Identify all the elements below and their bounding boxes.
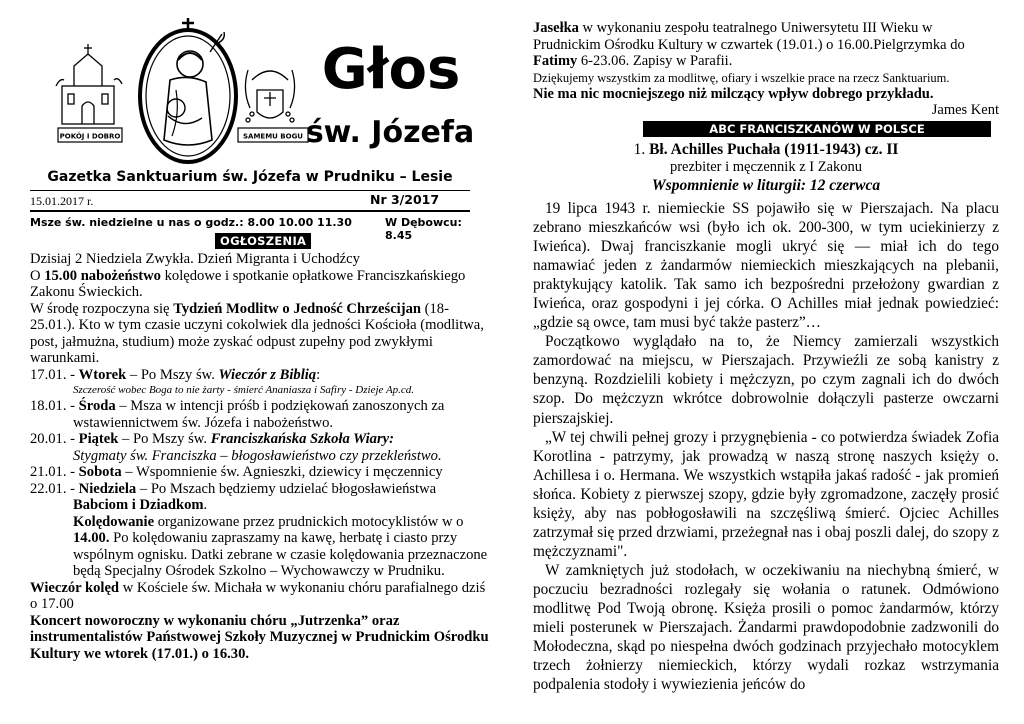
article-liturgy: Wspomnienie w liturgii: 12 czerwca <box>651 177 881 194</box>
masthead-title: Głos <box>321 37 461 102</box>
schedule-item: 17.01. - Wtorek – Po Mszy św. Wieczór z Biblią: <box>30 366 321 383</box>
article-paragraph: „W tej chwili pełnej grozy i przygnębienia - co potwierdza świadek Zofia Korotlina - patrzymy, jak prowadzą w naszą stronę naszych księży o. Achillesa i o. Hermana. We wszystkich wstąpiła jakaś radość - jak promień słońca. Kobiety z pierwszej szopy, gdzie były zgromadzone, zaczęły prosić księży, aby nas pobłogosławili na szczęśliwą śmierć. Ojciec Achilles zatrzymał się przed drzwiami, przeżegnał nas i obaj poszli dalej, do szopy z mężczyznami". <box>533 428 999 560</box>
quote: Nie ma nic mocniejszego niż milczący wpływ dobrego przykładu. <box>533 85 934 102</box>
carol-event: Kolędowanie organizowane przez prudnickich motocyklistów w o 14.00. Po kolędowaniu zapraszamy na kawę, herbatę i ciasto przy wspólnym ognisku. Datki zebrane w czasie kolędowania przeznaczone będą Specjalny Ośrodek Szkolno – Wychowawczy w Prudniku. <box>73 513 488 579</box>
mass-times: Msze św. niedzielne u nas o godz.: 8.00 10.00 11.30 <box>30 216 352 229</box>
announcement-item: W środę rozpoczyna się Tydzień Modlitw o Jedność Chrześcijan (18-25.01.). Kto w tym czasie uczyni cokolwiek dla jedności Kościoła (modlitwa, post, jałmużna, studium) może zyskać odpust zupełny pod zwykłymi warunkami. <box>30 300 484 366</box>
masthead-title-second: św. Józefa <box>305 115 475 150</box>
announcement-item: O 15.00 nabożeństwo kolędowe i spotkanie opłatkowe Franciszkańskiego Zakonu Świeckich. <box>30 267 466 300</box>
schedule-item: 20.01. - Piątek – Po Mszy św. Franciszkańska Szkoła Wiary: <box>30 431 394 447</box>
concert-announcement: Koncert noworoczny w wykonaniu chóru „Jutrzenka” oraz instrumentalistów Państwowej Szkoły Muzycznej w Prudnickim Ośrodku Kultury we wtorek (17.01.) o 16.30. <box>30 612 489 662</box>
right-column <box>533 20 999 710</box>
sanctuary-emblem <box>52 18 324 166</box>
article-subtitle: prezbiter i męczennik z I Zakonu <box>669 159 863 175</box>
announcements-body <box>30 251 492 662</box>
thanks-note: Dziękujemy wszystkim za modlitwę, ofiary i wszelkie prace na rzecz Sanktuarium. <box>533 70 950 85</box>
schedule-quote: Szczerość wobec Boga to nie żarty - śmierć Ananiasza i Safiry - Dzieje Ap.cd. <box>73 384 415 396</box>
article-paragraph: 19 lipca 1943 r. niemieckie SS pojawiło się w Pierszajach. Na placu zebrano mieszkańców wsi (było ich ok. 200-300, w tym uciekinierzy z Iwieńca). Dwaj franciszkanie mogli ukryć się — miał ich do tego namawiać jeden z żandarmów niemieckich mieszkających na plebanii, praktykujący katolik. Tak samo ich bezpośredni przełożony gwardian z Iwieńca, oraz gospodyni i jej córka. O Achilles miał jednak powiedzieć: „gdzie są owce, tam musi być także pasterz”… <box>533 200 999 332</box>
coat-of-arms <box>245 70 294 122</box>
abc-header: ABC FRANCISZKANÓW W POLSCE <box>643 121 991 137</box>
article-body <box>533 199 999 694</box>
divider-thick <box>30 210 470 212</box>
quote-author: James Kent <box>931 102 999 118</box>
schedule-item: 21.01. - Sobota – Wspomnienie św. Agnieszki, dziewicy i męczennicy <box>30 464 443 480</box>
debowiec-mass-time: W Dębowcu: 8.45 <box>385 216 462 242</box>
masthead-subtitle: Gazetka Sanktuarium św. Józefa w Prudniku – Lesie <box>47 169 453 185</box>
article-paragraph: Początkowo wyglądało na to, że Niemcy zamierzali wszystkich zamordować na miejscu, w Pierszajach. Przywieźli ze sobą kanistry z benzyną. Rozdzielili kobiety i mężczyzn, po czym zagnali ich do dwóch szop. Do mężczyzn wkrótce dobrowolnie dołączyli pasterze owczarni pierszajskiej. <box>533 333 999 427</box>
nativity-play-notice: Jasełka w wykonaniu zespołu teatralnego Uniwersytetu III Wieku w Prudnickim Ośrodku Kultury w czwartek (19.01.) o 16.00.Pielgrzymka do Fatimy 6-23.06. Zapisy w Parafii. <box>533 20 965 69</box>
carol-evening: Wieczór kolęd w Kościele św. Michała w wykonaniu chóru parafialnego dziś o 17.00 <box>30 579 486 612</box>
announcement-intro: Dzisiaj 2 Niedziela Zwykła. Dzień Migranta i Uchodźcy <box>30 251 360 267</box>
article-paragraph: W zamkniętych już stodołach, w oczekiwaniu na niechybną śmierć, w poczuciu bezradności rozlegały się wołania o ratunek. Odmówiono modlitwę Pod Twoją obronę. Księża prosili o pomoc żandarmów, którzy mieli posterunek w Pierszajach. Żandarmi prawdopodobnie zadzwonili do Mołodeczna, skąd po niespełna dwóch godzinach przyjechało motocyklem trzech żołnierzy niemieckich, którzy wydali rozkaz wstrzymania podpalenia stodoły i wywiezienia jeńców do <box>533 561 999 694</box>
divider <box>30 190 470 191</box>
saint-joseph-figure <box>140 18 236 162</box>
schedule-item: 18.01. - Środa – Msza w intencji próśb i podziękowań zanoszonych za wstawiennictwem św. Józefa i nabożeństwo. <box>30 398 445 431</box>
schedule-quote: Stygmaty św. Franciszka – błogosławieństwo czy przekleństwo. <box>73 447 442 464</box>
schedule-item: 22.01. - Niedziela – Po Mszach będziemy udzielać błogosławieństwa Babciom i Dziadkom. <box>30 480 437 513</box>
announcements-header: OGŁOSZENIA <box>215 233 311 249</box>
issue-number: Nr 3/2017 <box>370 192 440 207</box>
article-title: 1. Bł. Achilles Puchała (1911-1943) cz. II <box>633 141 899 158</box>
church-illustration <box>56 44 122 124</box>
left-column <box>30 18 492 708</box>
emblem-right-motto: SAMEMU BOGU <box>242 132 304 141</box>
emblem-left-motto: POKÓJ I DOBRO <box>59 132 121 141</box>
issue-date: 15.01.2017 r. <box>30 194 94 208</box>
